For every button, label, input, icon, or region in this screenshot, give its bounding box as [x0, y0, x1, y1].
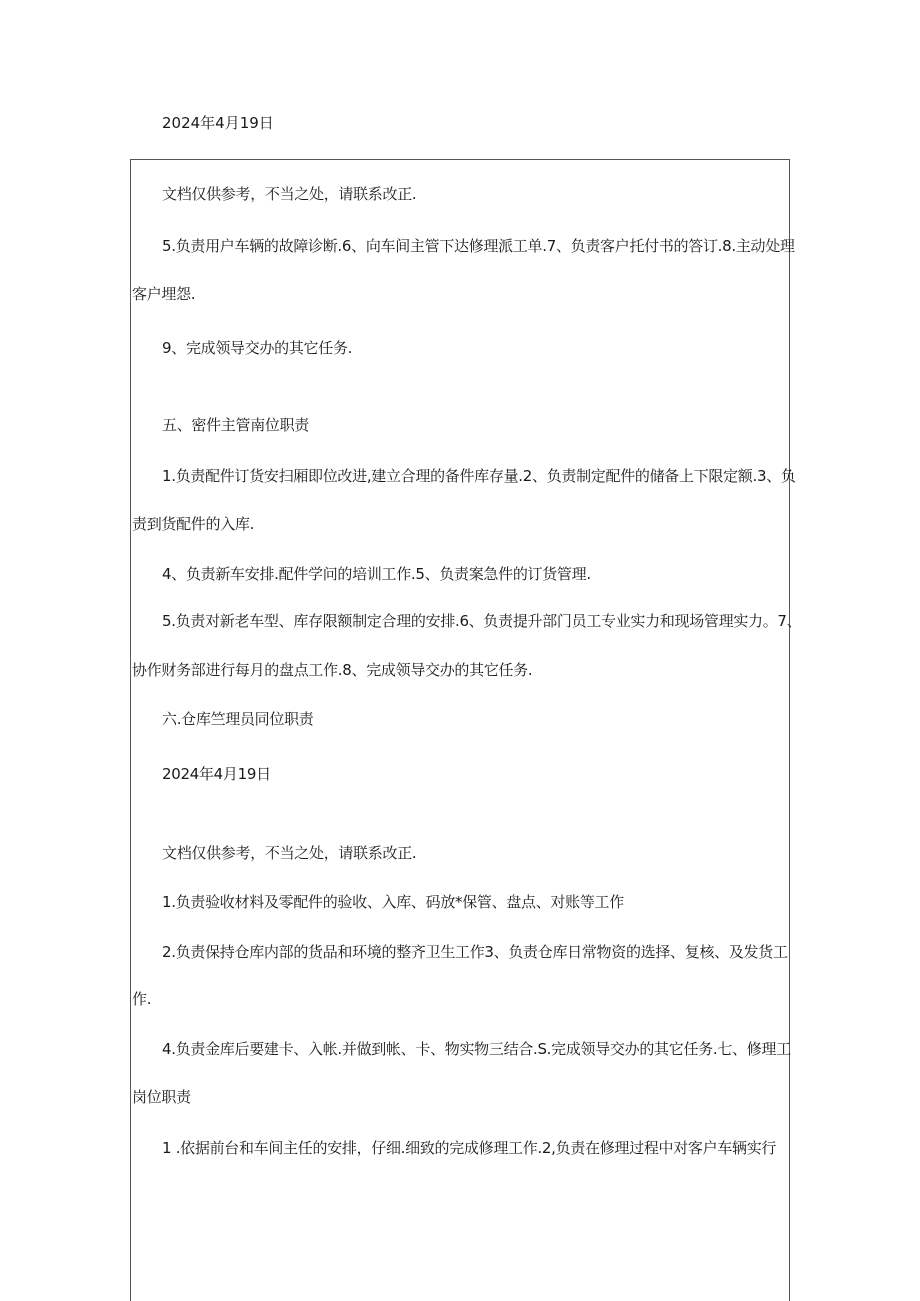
paragraph-line: 1 .依据前台和车间主任的安排，仔细.细致的完成修理工作.2,负责在修理过程中对客户车辆实行: [162, 1139, 777, 1157]
paragraph-line-continued: 客户埋怨.: [132, 285, 196, 303]
paragraph-line: 9、完成领导交办的其它任务.: [162, 339, 353, 357]
section-heading: 五、密件主管南位职责: [162, 416, 310, 434]
section-heading: 六.仓库竺理员同位职责: [162, 710, 314, 728]
paragraph-line: 5.负责用户车辆的故障诊断.6、向车间主管下达修理派工单.7、负责客户托付书的答订.8.主动处理: [162, 237, 795, 255]
paragraph-line: 1.负责验收材料及零配件的验收、入库、码放*保管、盘点、对账等工作: [162, 893, 624, 911]
paragraph-line: 4.负责金库后要建卡、入帐.并做到帐、卡、物实物三结合.S.完成领导交办的其它任务.七、修理工: [162, 1040, 791, 1058]
paragraph-line-continued: 作.: [132, 990, 152, 1008]
inner-date: 2024年4月19日: [162, 765, 271, 783]
disclaimer-line: 文档仅供参考，不当之处，请联系改正.: [162, 185, 417, 203]
paragraph-line: 5.负责对新老车型、库存限额制定合理的安排.6、负责提升部门员工专业实力和现场管理实力。7、: [162, 612, 802, 630]
paragraph-line-continued: 协作财务部进行每月的盘点工作.8、完成领导交办的其它任务.: [132, 661, 533, 679]
paragraph-line: 1.负责配件订货安扫厢即位改进,建立合理的备件库存量.2、负责制定配件的储备上下限定额.3、负: [162, 467, 796, 485]
paragraph-line: 2.负责保持仓库内部的货品和环境的整齐卫生工作3、负责仓库日常物资的选择、复核、及发货工: [162, 943, 788, 961]
paragraph-line-continued: 岗位职责: [132, 1088, 191, 1106]
document-date: 2024年4月19日: [162, 114, 274, 132]
disclaimer-line: 文档仅供参考，不当之处，请联系改正.: [162, 844, 417, 862]
paragraph-line-continued: 责到货配件的入库.: [132, 515, 255, 533]
paragraph-line: 4、负责新车安排.配件学问的培训工作.5、负责案急件的订货管理.: [162, 565, 591, 583]
document-frame: [130, 159, 802, 1301]
